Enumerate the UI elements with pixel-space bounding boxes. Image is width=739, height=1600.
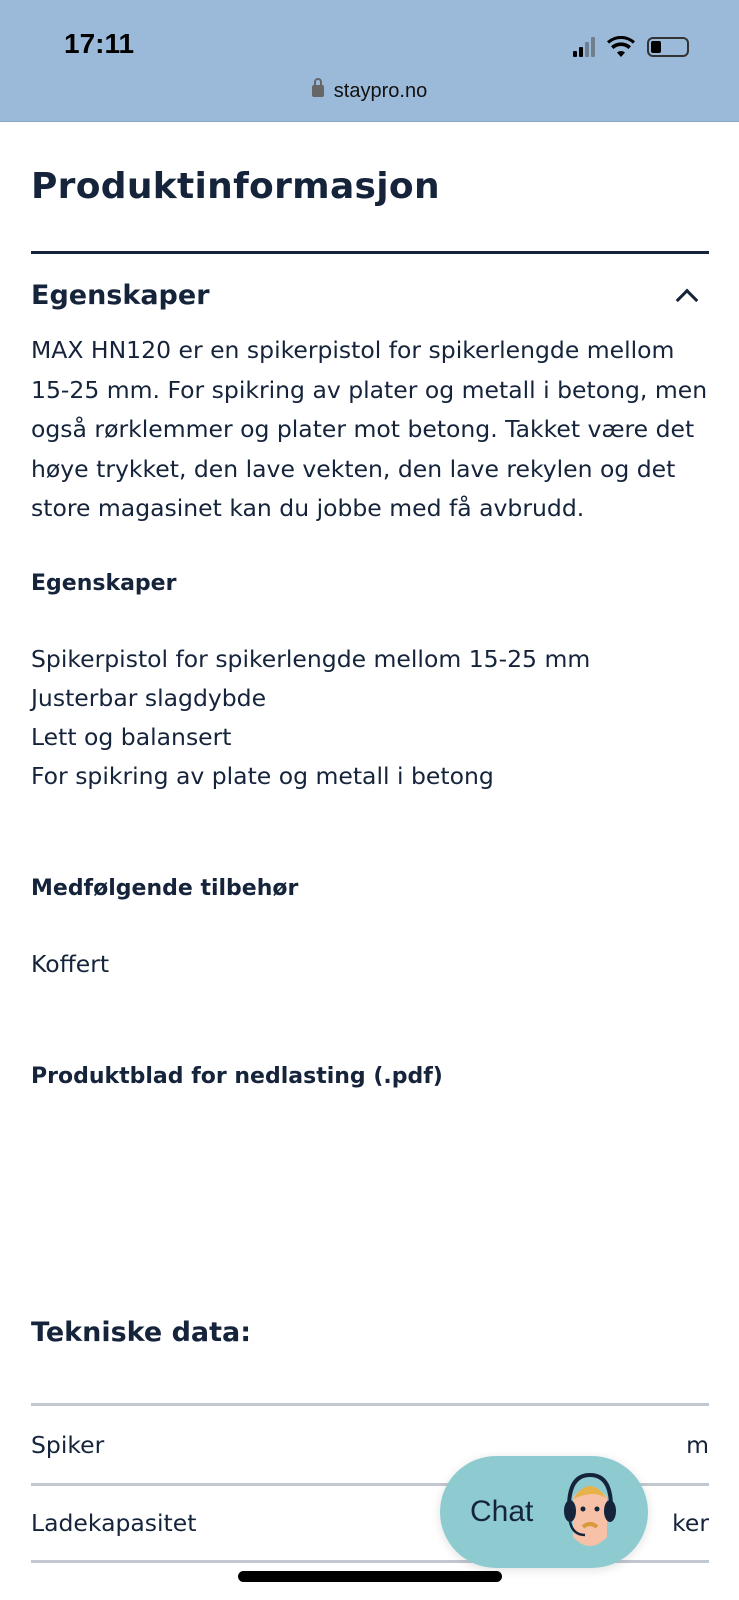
list-item: For spikring av plate og metall i betong	[31, 761, 494, 790]
list-item: Lett og balansert	[31, 722, 232, 751]
address-bar[interactable]	[0, 80, 739, 103]
chat-button[interactable]	[440, 1456, 648, 1568]
clock: 17:11	[64, 28, 135, 59]
wifi-icon	[607, 36, 635, 58]
support-agent-avatar-icon	[555, 1467, 625, 1557]
product-description: MAX HN120 er en spikerpistol for spikerlengde mellom 15-25 mm. For spikring av plater og metall i betong, men også rørklemmer og plater mot betong. Takket være det høye trykket, den lave vekten, den lave rekylen og det store magasinet kan du jobbe med få avbrudd.	[31, 336, 708, 522]
list-item: Justerbar slagdybde	[31, 683, 267, 712]
features-heading: Egenskaper	[31, 570, 177, 596]
url-text: staypro.no	[333, 80, 428, 102]
chat-label: Chat	[470, 1495, 534, 1528]
battery-icon	[647, 37, 689, 57]
chevron-up-icon[interactable]	[676, 288, 699, 311]
status-icons	[573, 36, 689, 58]
download-heading[interactable]: Produktblad for nedlasting (.pdf)	[31, 1063, 443, 1089]
row-label: Ladekapasitet	[31, 1509, 197, 1537]
lock-icon	[312, 85, 324, 97]
accordion-title: Egenskaper	[31, 280, 210, 311]
features-list	[31, 640, 709, 796]
accessories-text: Koffert	[31, 949, 110, 978]
row-value: ker	[672, 1509, 709, 1537]
tech-heading: Tekniske data:	[31, 1317, 252, 1348]
signal-icon	[573, 37, 595, 57]
list-item: Spikerpistol for spikerlengde mellom 15-25 mm	[31, 644, 591, 673]
accordion-header-egenskaper[interactable]	[31, 280, 709, 311]
home-indicator[interactable]	[238, 1571, 502, 1582]
page-title: Produktinformasjon	[31, 166, 440, 207]
browser-status-bar	[0, 0, 739, 122]
row-label: Spiker	[31, 1430, 105, 1459]
accessories-heading: Medfølgende tilbehør	[31, 875, 299, 901]
divider	[31, 251, 709, 254]
row-value: m	[686, 1430, 709, 1459]
